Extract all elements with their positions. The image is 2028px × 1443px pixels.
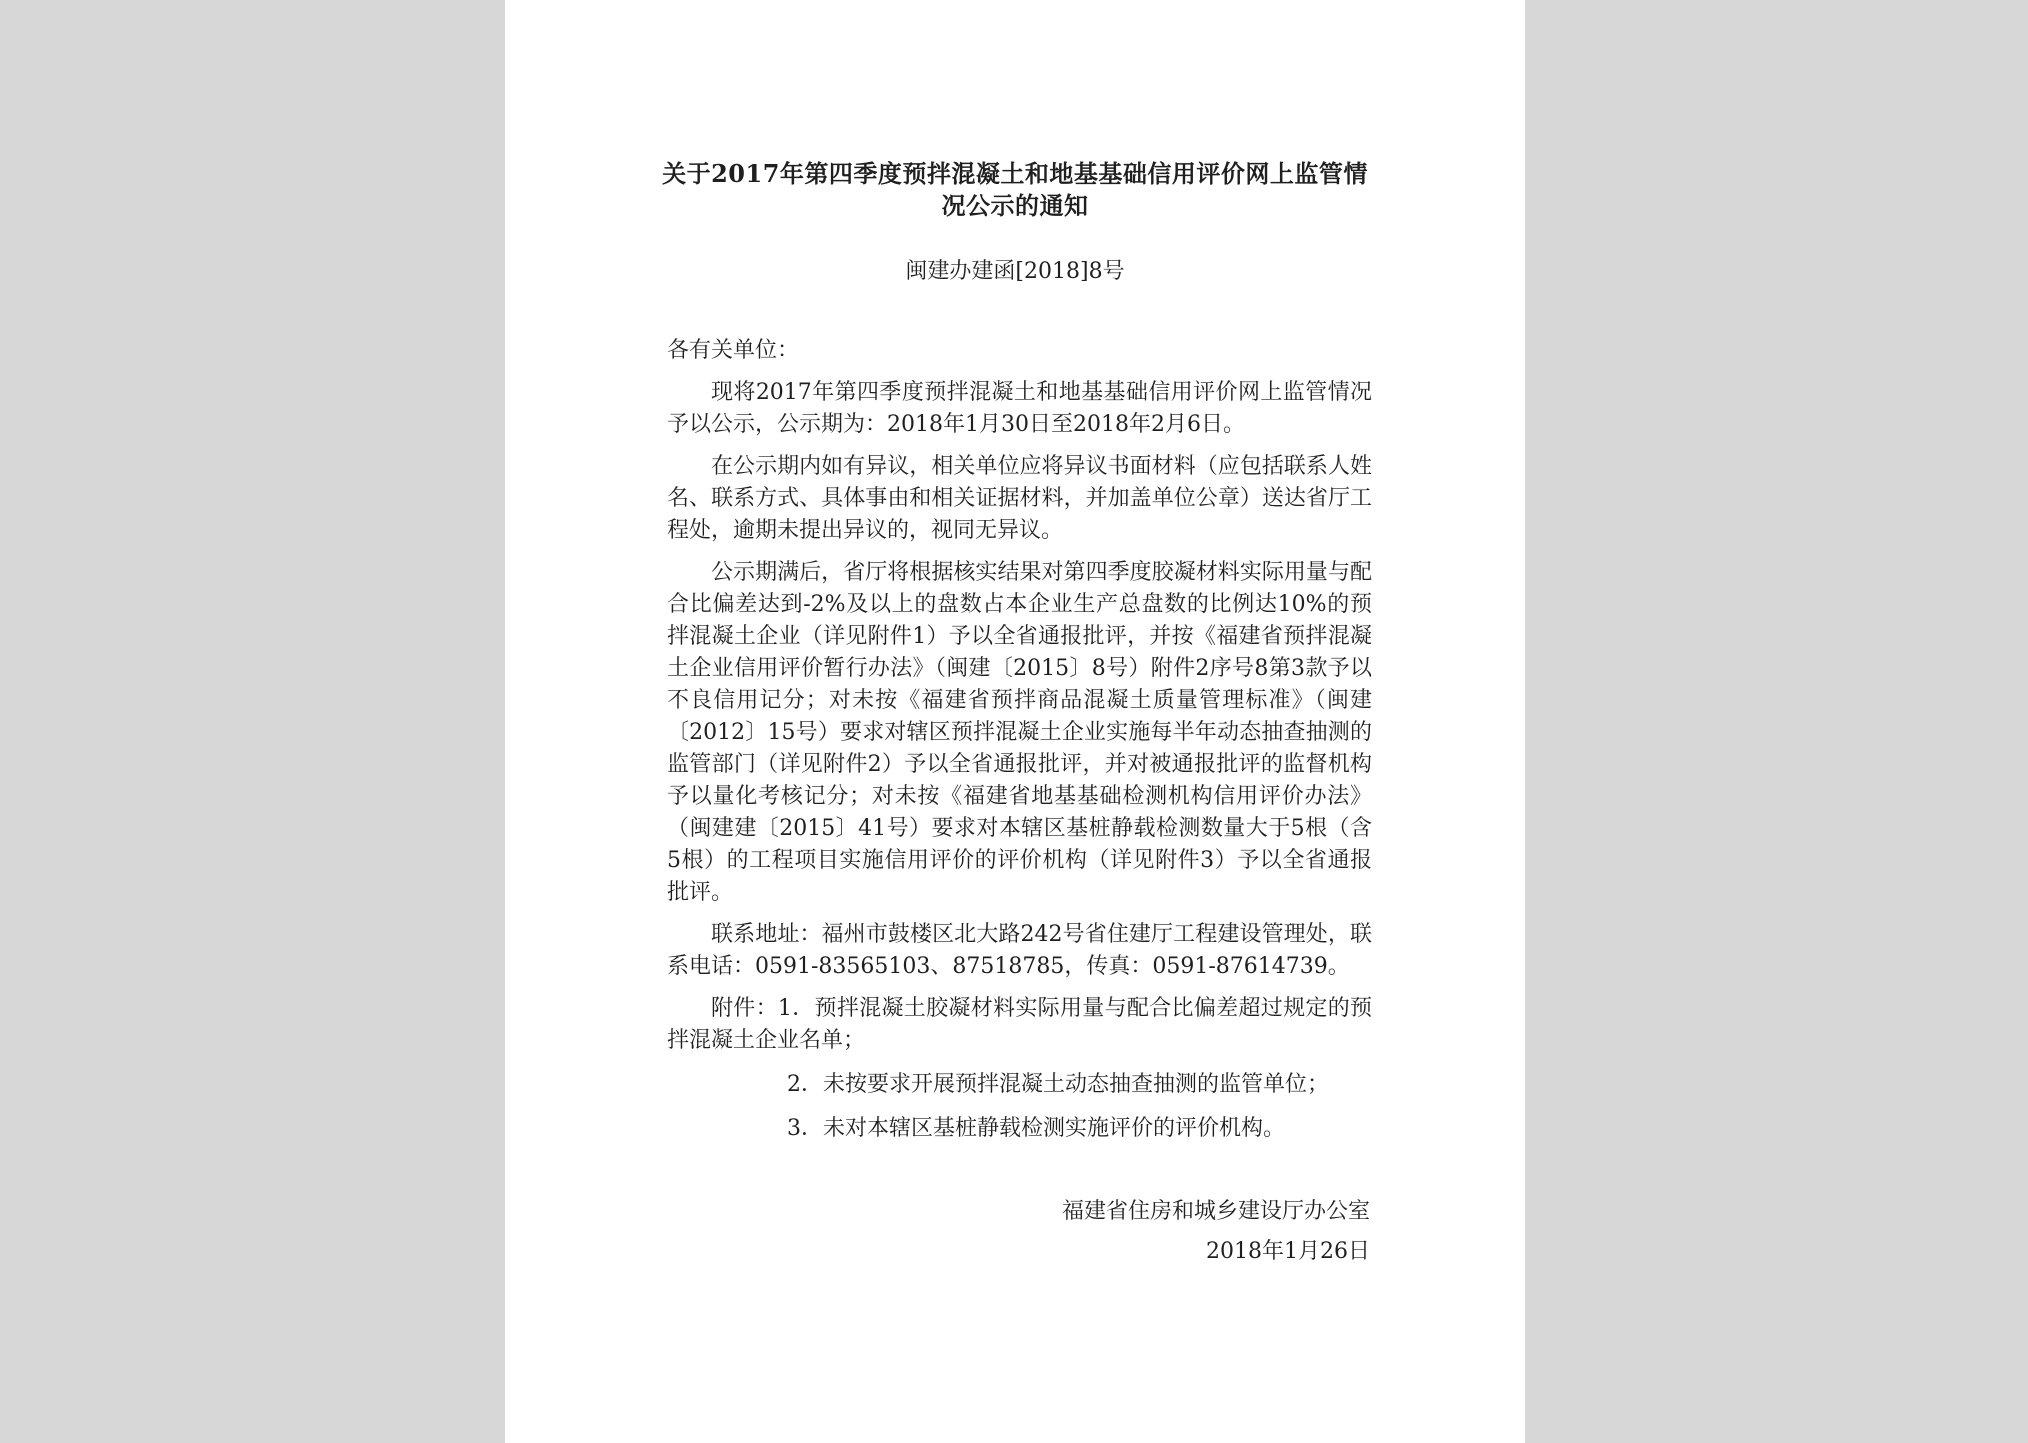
paragraph-penalty: 公示期满后，省厅将根据核实结果对第四季度胶凝材料实际用量与配合比偏差达到-2%及以上的盘数占本企业生产总盘数的比例达10%的预拌混凝土企业（详见附件1）予以全省通报批评，并按《福建省预拌混凝土企业信用评价暂行办法》（闽建〔2015〕8号）附件2序号8第3款予以不良信用记分；对未按《福建省预拌商品混凝土质量管理标准》（闽建〔2012〕15号）要求对辖区预拌混凝土企业实施每半年动态抽查抽测的监管部门（详见附件2）予以全省通报批评，并对被通报批评的监督机构予以量化考核记分；对未按《福建省地基基础检测机构信用评价办法》（闽建建〔2015〕41号）要求对本辖区基桩静载检测数量大于5根（含5根）的工程项目实施信用评价的评价机构（详见附件3）予以全省通报批评。 <box>667 560 1372 905</box>
document-body <box>667 335 1372 1157</box>
salutation: 各有关单位： <box>667 338 800 363</box>
paragraph-contact: 联系地址：福州市鼓楼区北大路242号省住建厅工程建设管理处，联系电话：0591-83565103、87518785，传真：0591-87614739。 <box>667 922 1372 979</box>
issue-date: 2018年1月26日 <box>1206 1239 1370 1264</box>
paragraph-announcement: 现将2017年第四季度预拌混凝土和地基基础信用评价网上监管情况予以公示，公示期为：2018年1月30日至2018年2月6日。 <box>667 380 1372 437</box>
paragraph-objection: 在公示期内如有异议，相关单位应将异议书面材料（应包括联系人姓名、联系方式、具体事由和相关证据材料，并加盖单位公章）送达省厅工程处，逾期未提出异议的，视同无异议。 <box>667 454 1372 543</box>
attachment-3: 3．未对本辖区基桩静载检测实施评价的评价机构。 <box>787 1116 1285 1141</box>
document-number: 闽建办建函[2018]8号 <box>905 259 1125 284</box>
document-title: 关于2017年第四季度预拌混凝土和地基基础信用评价网上监管情况公示的通知 <box>662 159 1368 220</box>
issuer-name: 福建省住房和城乡建设厅办公室 <box>1061 1199 1370 1224</box>
signature-block <box>755 1192 1370 1272</box>
attachment-1: 附件：1．预拌混凝土胶凝材料实际用量与配合比偏差超过规定的预拌混凝土企业名单； <box>667 996 1372 1053</box>
document-page <box>505 0 1525 1443</box>
attachment-2: 2．未按要求开展预拌混凝土动态抽查抽测的监管单位； <box>787 1072 1329 1097</box>
